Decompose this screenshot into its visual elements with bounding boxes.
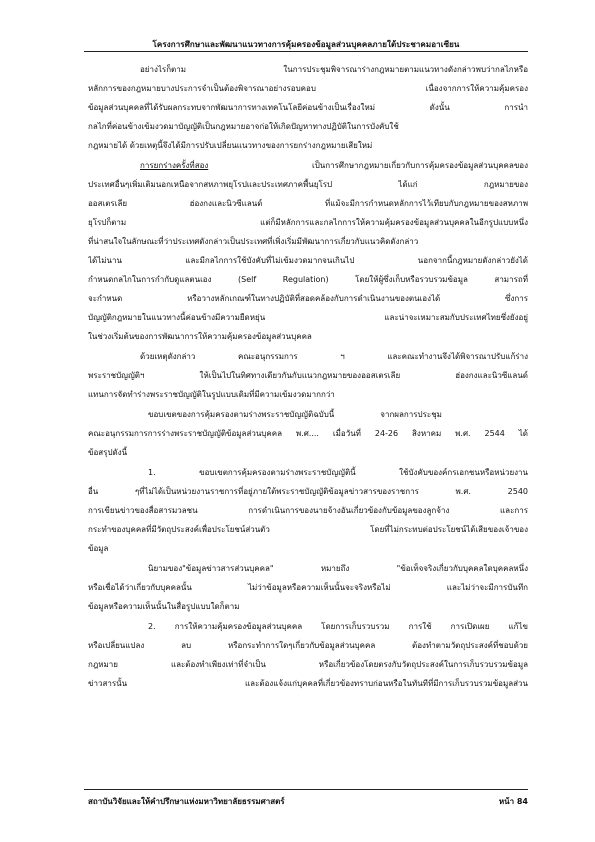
text-line: หรือเปลี่ยนแปลง ลบ หรือกระทำการใดๆเกี่ยวกับข้อมูลส่วนบุคคล ต้องทำตามวัตถุประสงค์ที่ชอบด้วย <box>88 641 528 650</box>
text-line: คณะอนุกรรมการการร่างพระราชบัญญัติข้อมูลส่วนบุคคล พ.ศ.... เมื่อวันที่ 24-26 สิงหาคม พ.ศ. 2544 ได้ <box>88 429 528 438</box>
paragraph-3 <box>88 347 528 404</box>
text-line: กระทำของบุคคลที่มีวัตถุประสงค์เพื่อประโยชน์ส่วนตัว โดยที่ไม่กระทบต่อประโยชน์ได้เสียของเจ้าของ <box>88 525 528 534</box>
text-line: นิยามของ"ข้อมูลข่าวสารส่วนบุคคล" หมายถึง "ข้อเท็จจริงเกี่ยวกับบุคคลใดบุคคลหนึ่ง <box>148 564 528 573</box>
paragraph-2 <box>88 156 528 346</box>
text-line: 1. ขอบเขตการคุ้มครองตามร่างพระราชบัญญัตินี้ ใช้บังคับของค์กรเอกชนหรือหน่วยงาน <box>148 468 528 477</box>
text-line: ข้อสรุปดังนี้ <box>88 448 128 457</box>
text-line: พระราชบัญญัติฯ ให้เป็นไปในทิศทางเดียวกันกับแนวกฎหมายของออสเตรเลีย ฮ่องกงและนิวซีแลนด์ <box>88 371 528 380</box>
running-header: โครงการศึกษาและพัฒนาแนวทางการคุ้มครองข้อมูลส่วนบุคคลภายใต้ประชาคมอาเซียน <box>152 40 460 49</box>
header-divider <box>84 51 528 52</box>
text-line: ประเทศอื่นๆเพิ่มเติมนอกเหนือจากสหภาพยุโรปและประเทศภาคพื้นยุโรป ได้แก่ กฎหมายของ <box>88 180 528 189</box>
text-line <box>88 156 528 175</box>
text-line: ในช่วงเริ่มต้นของการพัฒนาการให้ความคุ้มครองข้อมูลส่วนบุคคล <box>88 332 312 341</box>
text-run: เป็นการศึกษากฎหมายเกี่ยวกับการคุ้มครองข้อมูลส่วนบุคคลของ <box>208 161 528 170</box>
text-line: ออสเตรเลีย ฮ่องกงและนิวซีแลนด์ ที่แม้จะมีการกำหนดหลักการไว้เทียบกับกฎหมายของสหภาพ <box>88 199 528 208</box>
paragraph-1 <box>88 60 528 155</box>
body-text <box>88 60 528 694</box>
footer-divider <box>84 789 528 790</box>
text-line: จะกำหนด หรือวางหลักเกณฑ์ในทางปฏิบัติที่สอดคล้องกับการดำเนินงานของตนเองได้ ซึ่งการ <box>88 294 528 303</box>
text-line: กฎหมาย และต้องทำเพียงเท่าที่จำเป็น หรือเกี่ยวข้องโดยตรงกับวัตถุประสงค์ในการเก็บรวบรวมข้อมูล <box>88 660 528 669</box>
text-run: จากผลการประชุม <box>380 410 442 419</box>
text-line: แทนการจัดทำร่างพระราชบัญญัติในรูปแบบเดิมที่มีความเข้มงวดมากกว่า <box>88 390 335 399</box>
text-line: หรือเชื่อได้ว่าเกี่ยวกับบุคคลนั้น ไม่ว่าข้อมูลหรือความเห็นนั้นจะจริงหรือไม่ และไม่ว่าจะมีการบันทึก <box>88 583 528 592</box>
text-line: ข่าวสารนั้น และต้องแจ้งแก่บุคคลที่เกี่ยวข้องทราบก่อนหรือในทันทีที่มีการเก็บรวบรวมข้อมูลส่วน <box>88 679 528 688</box>
text-line: บัญญัติกฎหมายในแนวทางนี้ค่อนข้างมีความยืดหยุ่น และน่าจะเหมาะสมกับประเทศไทยซึ่งยังอยู่ <box>88 313 528 322</box>
text-line: ข้อมูล <box>88 544 109 553</box>
text-line: ข้อมูลหรือความเห็นนั้นในสื่อรูปแบบใดก็ตาม <box>88 602 240 611</box>
footer-institution: สถาบันวิจัยและให้คำปรึกษาแห่งมหาวิทยาลัยธรรมศาสตร์ <box>88 797 285 806</box>
page-number: หน้า 84 <box>498 797 528 806</box>
text-line: ด้วยเหตุดังกล่าว คณะอนุกรรมการ ฯ และคณะทำงานจึงได้พิจารณาปรับแก้ร่าง <box>140 352 528 361</box>
underlined-lead: การยกร่างครั้งที่สอง <box>140 161 209 170</box>
paragraph-6 <box>88 559 528 616</box>
paragraph-5 <box>88 463 528 558</box>
text-line: ยุโรปก็ตาม แต่ก็มีหลักการและกลไกการให้ความคุ้มครองข้อมูลส่วนบุคคลในอีกรูปแบบหนึ่ง <box>88 218 528 227</box>
text-line: การเขียนข่าวของสื่อสารมวลชน การดำเนินการของนายจ้างอันเกี่ยวข้องกับข้อมูลของลูกจ้าง และการ <box>88 506 528 515</box>
text-line: อย่างไรก็ตาม ในการประชุมพิจารณาร่างกฎหมายตามแนวทางดังกล่าวพบว่ากลไกหรือ <box>140 65 528 74</box>
text-line: 2. การให้ความคุ้มครองข้อมูลส่วนบุคคล โดยการเก็บรวบรวม การใช้ การเปิดเผย แก้ไข <box>148 622 528 631</box>
text-line: ที่น่าสนใจในลักษณะที่ว่าประเทศดังกล่าวเป็นประเทศที่เพิ่งเริ่มมีพัฒนาการเกี่ยวกับแนวคิดดังกล่าว <box>88 237 419 246</box>
paragraph-4 <box>88 405 528 462</box>
text-line <box>88 405 528 424</box>
text-line: อื่น ๆที่ไม่ได้เป็นหน่วยงานราชการที่อยู่ภายใต้พระราชบัญญัติข้อมูลข่าวสารของราชการ พ.ศ. 2540 <box>88 487 528 496</box>
text-line: กำหนดกลไกในการกำกับดูแลตนเอง (Self Regulation) โดยให้ผู้ซึ่งเก็บหรือรวบรวมข้อมูล สามารถที่ <box>88 275 528 284</box>
text-line: หลักการของกฎหมายบางประการจำเป็นต้องพิจารณาอย่างรอบคอบ เนื่องจากการให้ความคุ้มครอง <box>88 84 528 93</box>
text-run: ขอบเขตของการคุ้มครองตามร่างพระราชบัญญัติฉบับนี้ <box>148 410 335 419</box>
text-line: กลไกที่ค่อนข้างเข้มงวดมาบัญญัติเป็นกฎหมายอาจก่อให้เกิดปัญหาทางปฏิบัติในการบังคับใช้ <box>88 122 399 131</box>
text-line: ได้ไม่นาน และมีกลไกการใช้บังคับที่ไม่เข้มงวดมากจนเกินไป นอกจากนี้กฎหมายดังกล่าวยังได้ <box>88 256 528 265</box>
text-line: กฎหมายได้ ด้วยเหตุนี้จึงได้มีการปรับเปลี่ยนแนวทางของการยกร่างกฎหมายเสียใหม่ <box>88 141 373 150</box>
paragraph-7 <box>88 617 528 693</box>
text-line: ข้อมูลส่วนบุคคลที่ได้รับผลกระทบจากพัฒนาการทางเทคโนโลยีค่อนข้างเป็นเรื่องใหม่ ดังนั้น การนำ <box>88 103 528 112</box>
